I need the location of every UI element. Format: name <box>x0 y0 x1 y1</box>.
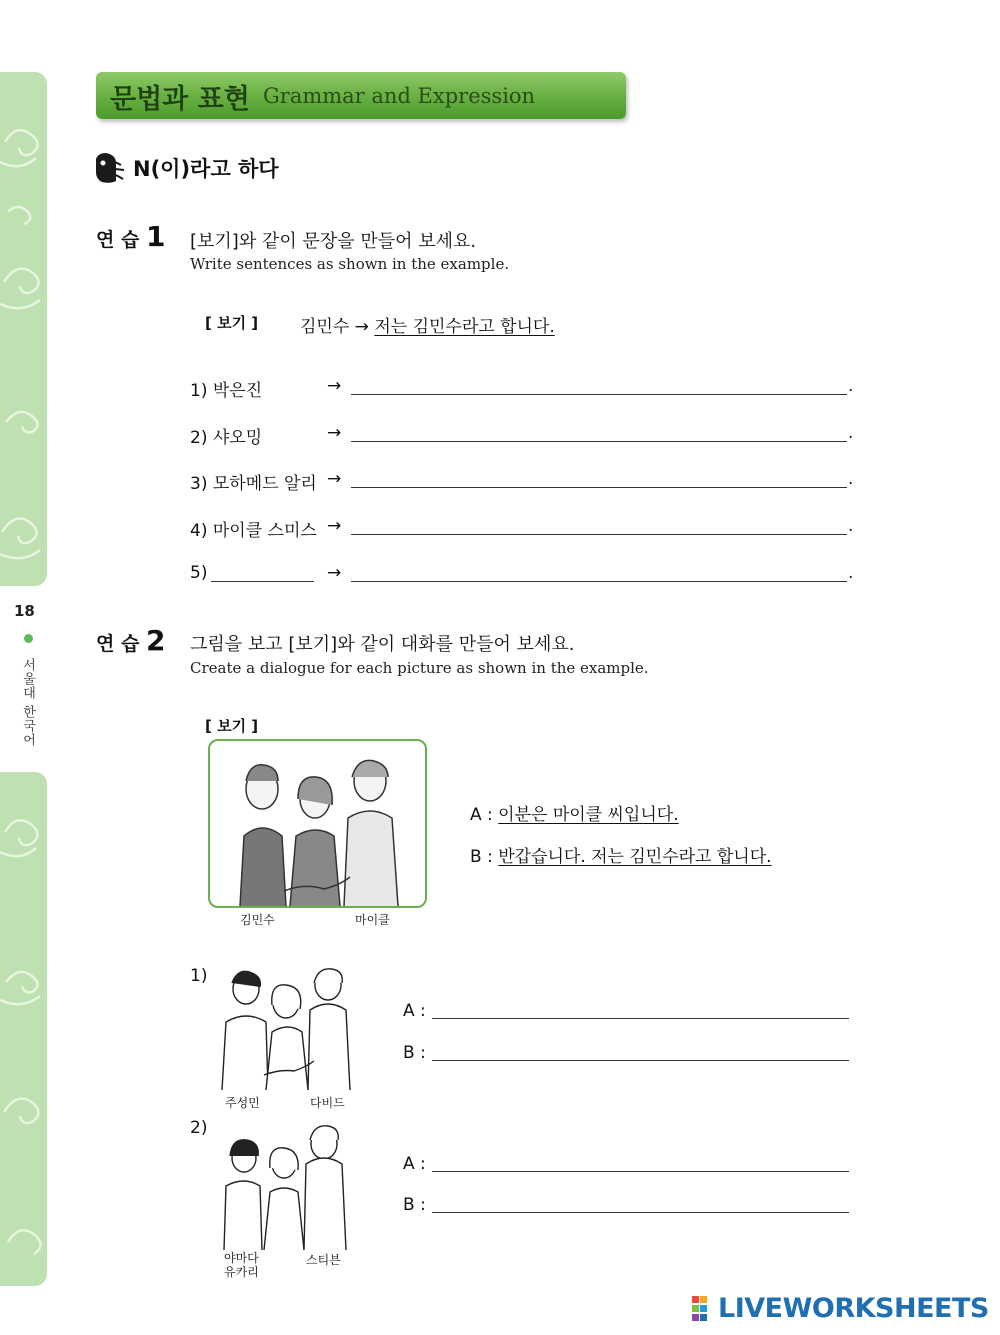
ex2-bogi-label: [ 보기 ] <box>205 717 259 735</box>
item1-a-answer-line[interactable] <box>432 1018 849 1019</box>
section-title: N(이)라고 하다 <box>133 157 279 181</box>
period: . <box>848 563 854 583</box>
ex1-item-3: 3) 모하메드 알리 <box>190 474 317 494</box>
item1-b-label: B : <box>403 1043 426 1063</box>
item1-caption-2: 다비드 <box>310 1096 345 1110</box>
item2-b-answer-line[interactable] <box>432 1212 849 1213</box>
example-b-prefix: B : <box>470 847 493 867</box>
item1-illustration <box>218 965 354 1090</box>
example-caption-2: 마이클 <box>355 913 390 927</box>
liveworksheets-brand: LIVEWORKSHEETS <box>718 1293 989 1324</box>
item2-b-label: B : <box>403 1195 426 1215</box>
ex1-number: 1 <box>145 220 166 253</box>
ex2-item2-number: 2) <box>190 1118 208 1138</box>
item2-caption-2: 스티븐 <box>306 1253 341 1267</box>
liveworksheets-logo-icon <box>692 1296 716 1322</box>
arrow-icon: → <box>327 563 342 583</box>
item1-caption-1: 주성민 <box>225 1096 260 1110</box>
arrow-icon: → <box>327 516 342 536</box>
ex2-number: 2 <box>145 624 166 657</box>
answer-line-5[interactable] <box>351 581 847 582</box>
header-banner <box>96 72 626 119</box>
side-tab-bottom <box>0 772 47 1286</box>
header-title-ko: 문법과 표현 <box>110 84 250 115</box>
item1-a-label: A : <box>403 1001 426 1021</box>
ex1-item-5: 5) <box>190 563 208 583</box>
ex1-bogi-line <box>300 312 555 337</box>
answer-line-3[interactable] <box>351 487 847 488</box>
header-title-en: Grammar and Expression <box>263 84 536 108</box>
ex1-label-text: 연 습 <box>96 229 140 251</box>
ex2-item1-number: 1) <box>190 966 208 986</box>
item2-caption-1: 야마다 유카리 <box>224 1251 259 1279</box>
period: . <box>848 516 854 536</box>
side-tab-top <box>0 72 47 586</box>
ex1-instruction-en: Write sentences as shown in the example. <box>190 255 510 273</box>
arrow-icon: → <box>327 469 342 489</box>
ex2-label <box>96 624 165 657</box>
people-handshake-illustration <box>210 741 425 906</box>
ex1-label <box>96 220 165 253</box>
ex2-instruction-en: Create a dialogue for each picture as shown in the example. <box>190 659 649 677</box>
ex1-item-2: 2) 샤오밍 <box>190 428 263 448</box>
ex1-instruction-ko: [보기]와 같이 문장을 만들어 보세요. <box>190 231 477 252</box>
arrow-icon: → <box>327 376 342 396</box>
period: . <box>848 423 854 443</box>
period: . <box>848 469 854 489</box>
example-illustration <box>208 739 427 908</box>
answer-line-1[interactable] <box>351 394 847 395</box>
ex2-instruction-ko: 그림을 보고 [보기]와 같이 대화를 만들어 보세요. <box>190 634 575 655</box>
item2-a-answer-line[interactable] <box>432 1171 849 1172</box>
example-dialogue-b <box>470 842 772 867</box>
item1-b-answer-line[interactable] <box>432 1060 849 1061</box>
answer-line-2[interactable] <box>351 441 847 442</box>
side-book-title: 서울대 한국어 <box>20 658 35 748</box>
item2-illustration <box>218 1118 354 1250</box>
period: . <box>848 376 854 396</box>
example-a-text: 이분은 마이클 씨입니다. <box>498 805 679 825</box>
answer-line-4[interactable] <box>351 534 847 535</box>
arrow-icon: → <box>327 423 342 443</box>
ex1-bogi-prefix: 김민수 → <box>300 317 369 337</box>
item2-a-label: A : <box>403 1154 426 1174</box>
ex1-bogi-label: [ 보기 ] <box>205 314 259 332</box>
name-line-5[interactable] <box>211 581 314 582</box>
section-brush-icon <box>93 151 127 185</box>
page-dot <box>24 634 33 643</box>
cloud-pattern <box>0 772 47 1286</box>
ex1-item-1: 1) 박은진 <box>190 381 263 401</box>
example-a-prefix: A : <box>470 805 493 825</box>
example-b-text: 반갑습니다. 저는 김민수라고 합니다. <box>498 847 772 867</box>
cloud-pattern <box>0 72 47 586</box>
ex1-item-4: 4) 마이클 스미스 <box>190 521 317 541</box>
page-number: 18 <box>14 602 35 620</box>
example-dialogue-a <box>470 800 679 825</box>
ex2-label-text: 연 습 <box>96 633 140 655</box>
example-caption-1: 김민수 <box>240 913 275 927</box>
ex1-bogi-answer: 저는 김민수라고 합니다. <box>374 317 555 337</box>
